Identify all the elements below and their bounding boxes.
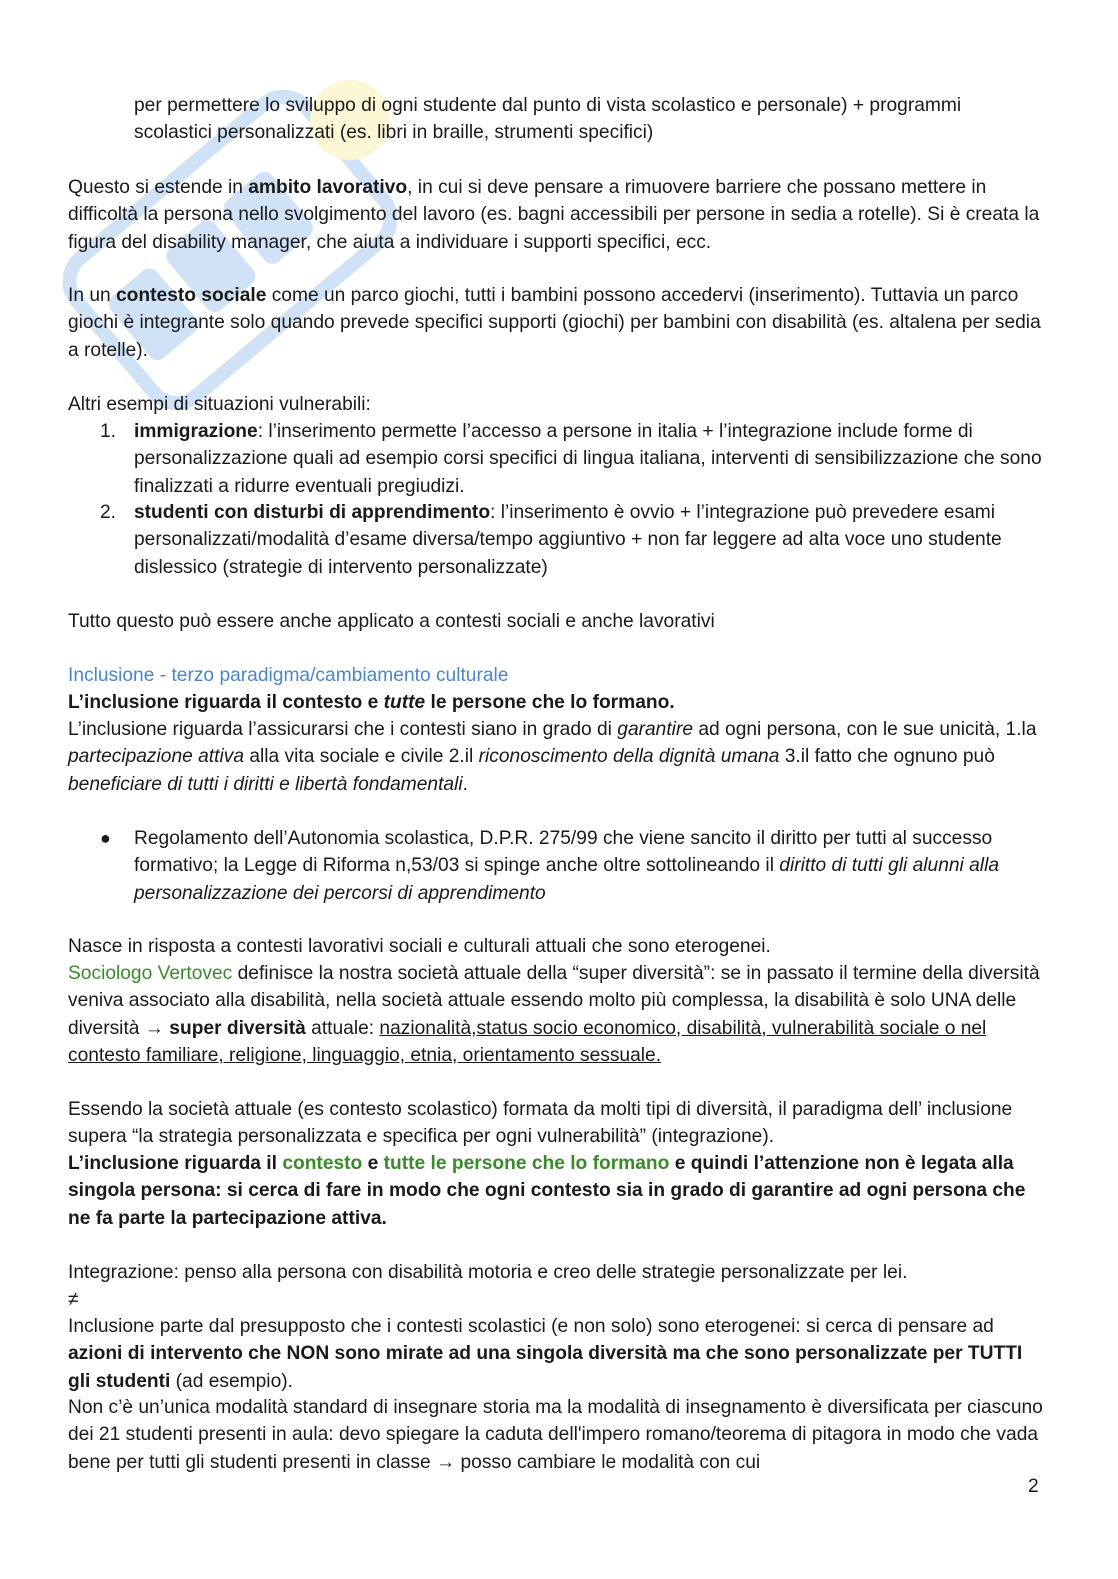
- section-heading: Inclusione - terzo paradigma/cambiamento culturale: [68, 665, 509, 686]
- continuation-line-1: per permettere lo sviluppo di ogni studente dal punto di vista scolastico e personale) + programmi: [134, 95, 962, 116]
- paragraph-altri-esempi: Altri esempi di situazioni vulnerabili:: [68, 394, 371, 415]
- paragraph-tutto-questo: Tutto questo può essere anche applicato a contesti sociali e anche lavorativi: [68, 611, 715, 632]
- page-number: 2: [1028, 1476, 1039, 1497]
- bullet-item-regolamento: Regolamento dell’Autonomia scolastica, D.P.R. 275/99 che viene sancito il diritto per tutti al successo formativo; la Legge di Riforma n,53/03 si spinge anche oltre sottolineando il diritto di tutti gli alunni alla personalizzazione dei percorsi di apprendimento: [134, 828, 1000, 904]
- paragraph-inclusione-contesto: L’inclusione riguarda il contesto e tutte le persone che lo formano e quindi l’attenzione non è legata alla singola persona: si cerca di fare in modo che ogni contesto sia in grado di garantire ad ogni persona che ne fa parte la partecipazione attiva.: [68, 1153, 1026, 1229]
- bullet-icon: ●: [100, 828, 111, 848]
- paragraph-contesto-sociale: In un contesto sociale come un parco giochi, tutti i bambini possono accedervi (inserimento). Tuttavia un parco giochi è integrante solo quando prevede specifici supporti (giochi) per bambini con disabilità (es. altalena per sedia a rotelle).: [68, 285, 1041, 361]
- continuation-line-2: scolastici personalizzati (es. libri in braille, strumenti specifici): [134, 122, 654, 143]
- list-number: 2.: [100, 502, 117, 523]
- list-number: 1.: [100, 421, 117, 442]
- paragraph-non-c-e: Non c’è un’unica modalità standard di insegnare storia ma la modalità di insegnamento è diversificata per ciascuno dei 21 studenti presenti in aula: devo spiegare la caduta dell'impero romano/teorema di pitagora in modo che vada bene per tutti gli studenti presenti in classe → posso cambiare le modalità con cui: [68, 1397, 1043, 1473]
- list-item: immigrazione: l’inserimento permette l’accesso a persone in italia + l’integrazione include forme di personalizzazione quali ad esempio corsi specifici di lingua italiana, interventi di sensibilizzazione che sono finalizzati a ridurre eventuali pregiudizi.: [134, 421, 1042, 497]
- paragraph-super-diversita: Sociologo Vertovec definisce la nostra società attuale della “super diversità”: se in passato il termine della diversità veniva associato alla disabilità, nella società attuale essendo molto più complessa, la disabilità è solo UNA delle diversità → super diversità attuale: nazionalità,status socio economico, disabilità, vulnerabilità sociale o nel contesto familiare, religione, linguaggio, etnia, orientamento sessuale.: [68, 963, 1040, 1066]
- paragraph-nasce-in-risposta: Nasce in risposta a contesti lavorativi sociali e culturali attuali che sono eterogenei.: [68, 936, 771, 957]
- bold-statement: L’inclusione riguarda il contesto e tutte le persone che lo formano.: [68, 692, 675, 713]
- paragraph-integrazione: Integrazione: penso alla persona con disabilità motoria e creo delle strategie personalizzate per lei.: [68, 1262, 908, 1283]
- paragraph-essendo-la-societa: Essendo la società attuale (es contesto scolastico) formata da molti tipi di diversità, il paradigma dell’ inclusione supera “la strategia personalizzata e specifica per ogni vulnerabilità” (integrazione).: [68, 1099, 1013, 1148]
- paragraph-ambito-lavorativo: Questo si estende in ambito lavorativo, in cui si deve pensare a rimuovere barriere che possano mettere in difficoltà la persona nello svolgimento del lavoro (es. bagni accessibili per persone in sedia a rotelle). Si è creata la figura del disability manager, che aiuta a individuare i supporti specifici, ecc.: [68, 177, 1040, 253]
- list-item: studenti con disturbi di apprendimento: l’inserimento è ovvio + l’integrazione può prevedere esami personalizzati/modalità d’esame diversa/tempo aggiuntivo + non far leggere ad alta voce uno studente dislessico (strategie di intervento personalizzate): [134, 502, 1002, 578]
- paragraph-definizione-inclusione: L’inclusione riguarda l’assicurarsi che i contesti siano in grado di garantire ad ogni persona, con le sue unicità, 1.la partecipazione attiva alla vita sociale e civile 2.il riconoscimento della dignità umana 3.il fatto che ognuno può beneficiare di tutti i diritti e libertà fondamentali.: [68, 719, 1037, 795]
- not-equal-sign: ≠: [68, 1289, 79, 1310]
- paragraph-inclusione-parte: Inclusione parte dal presupposto che i contesti scolastici (e non solo) sono eterogenei: si cerca di pensare ad azioni di intervento che NON sono mirate ad una singola diversità ma che sono personalizzate per TUTTI gli studenti (ad esempio).: [68, 1316, 1023, 1392]
